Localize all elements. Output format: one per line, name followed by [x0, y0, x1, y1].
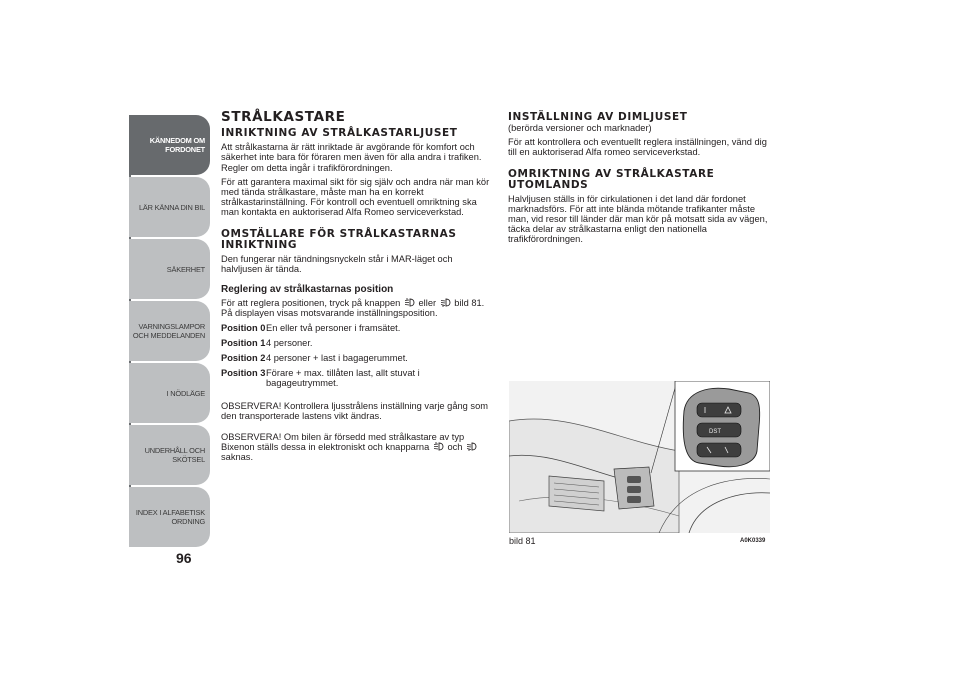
button-label: DST [709, 429, 721, 435]
figure-caption: bild 81 [509, 536, 536, 546]
position-text: 4 personer + last i bagagerummet. [266, 353, 408, 364]
paragraph: För att garantera maximal sikt för sig själv och andra när man kör med tända strålkastare, måste man ha en korrekt strålkastarinställning. För kontroll och eventuell omriktning ska man kontakta en auktoriserad Alfa Romeo serviceverkstad. [221, 176, 490, 218]
position-label: Position 2 [221, 353, 266, 364]
section-heading: OMRIKTNING AV STRÅLKASTARE UTOMLANDS [508, 167, 715, 191]
position-row [221, 368, 493, 388]
note-paragraph: OBSERVERA! Kontrollera ljusstrålens inställning varje gång som den transporterade lastens vikt ändras. [221, 400, 488, 421]
tab-label: KÄNNEDOM OM FORDONET [149, 136, 205, 154]
page-title: STRÅLKASTARE [221, 109, 346, 125]
tab-label: UNDERHÅLL OCH SKÖTSEL [144, 446, 205, 464]
section-heading: INRIKTNING AV STRÅLKASTARLJUSET [221, 127, 458, 140]
text-run: saknas. [221, 452, 254, 463]
tab-label: INDEX I ALFABETISK ORDNING [135, 508, 205, 526]
note-paragraph [221, 432, 493, 463]
tab-underhall-och-skotsel[interactable] [129, 425, 210, 485]
paragraph: För att kontrollera och eventuellt reglera inställningen, vänd dig till en auktoriserad Alfa romeo serviceverkstad. [508, 137, 767, 158]
subsection-heading: Reglering av strålkastarnas position [221, 284, 394, 296]
tab-label: I NÖDLÄGE [166, 388, 205, 398]
position-label: Position 3 [221, 368, 266, 379]
paragraph [221, 298, 493, 318]
position-row [221, 323, 493, 333]
position-row [221, 353, 493, 363]
figure-code: A0K0339 [740, 538, 766, 544]
paragraph: Halvljusen ställs in för cirkulationen i det land där fordonet marknadsförs. För att inte blända mötande trafikanter måste man, vid resor till länder där man kör på motsatt sida av vägen, täcka delar av strålkastarna enligt den nationella trafikförordningen. [508, 193, 768, 245]
headlight-up-icon [433, 442, 444, 451]
position-text: Förare + max. tillåten last, allt stuvat i bagageutrymmet. [266, 368, 420, 389]
headlight-down-icon [466, 442, 477, 451]
paragraph: (berörda versioner och marknader) [508, 123, 652, 133]
tab-label: LÄR KÄNNA DIN BIL [138, 202, 205, 212]
tab-i-nodlage[interactable] [129, 363, 210, 423]
paragraph: Den fungerar när tändningsnyckeln står i MAR-läget och halvljusen är tända. [221, 253, 453, 274]
dashboard-switch-illustration [509, 381, 770, 533]
right-column [508, 112, 770, 249]
position-text: En eller två personer i framsätet. [266, 322, 401, 333]
tab-varningslampor[interactable] [129, 301, 210, 361]
position-row [221, 338, 493, 348]
text-run: För att reglera positionen, tryck på knappen [221, 298, 401, 309]
tab-label: VARNINGSLAMPOR OCH MEDDELANDEN [132, 322, 205, 340]
tab-sakerhet[interactable] [129, 239, 210, 299]
headlight-down-icon [440, 298, 451, 307]
left-column [221, 109, 493, 467]
headlight-up-icon [404, 298, 415, 307]
position-text: 4 personer. [266, 337, 313, 348]
text-run: OBSERVERA! Om bilen är försedd med strålkastare av typ Bixenon ställs dessa in elektroniskt och knapparna [221, 432, 465, 453]
page-number: 96 [176, 550, 192, 566]
position-label: Position 1 [221, 337, 266, 348]
paragraph: Att strålkastarna är rätt inriktade är avgörande för komfort och säkerhet inte bara för föraren men även för alla andra i trafiken. Regler om detta ingår i trafikförordningen. [221, 142, 482, 173]
tab-lar-kanna-din-bil[interactable] [129, 177, 210, 237]
text-run: eller [418, 298, 437, 309]
text-run: och [447, 442, 463, 453]
tab-kannedom-om-fordonet[interactable] [129, 115, 210, 175]
position-label: Position 0 [221, 322, 266, 333]
tab-label: SÄKERHET [166, 264, 205, 274]
section-heading: OMSTÄLLARE FÖR STRÅLKASTARNAS INRIKTNING [221, 227, 457, 251]
section-heading: INSTÄLLNING AV DIMLJUSET [508, 111, 688, 123]
text-run: bild 81. På displayen visas motsvarande inställningsposition. [221, 298, 485, 319]
tab-index[interactable] [129, 487, 210, 547]
